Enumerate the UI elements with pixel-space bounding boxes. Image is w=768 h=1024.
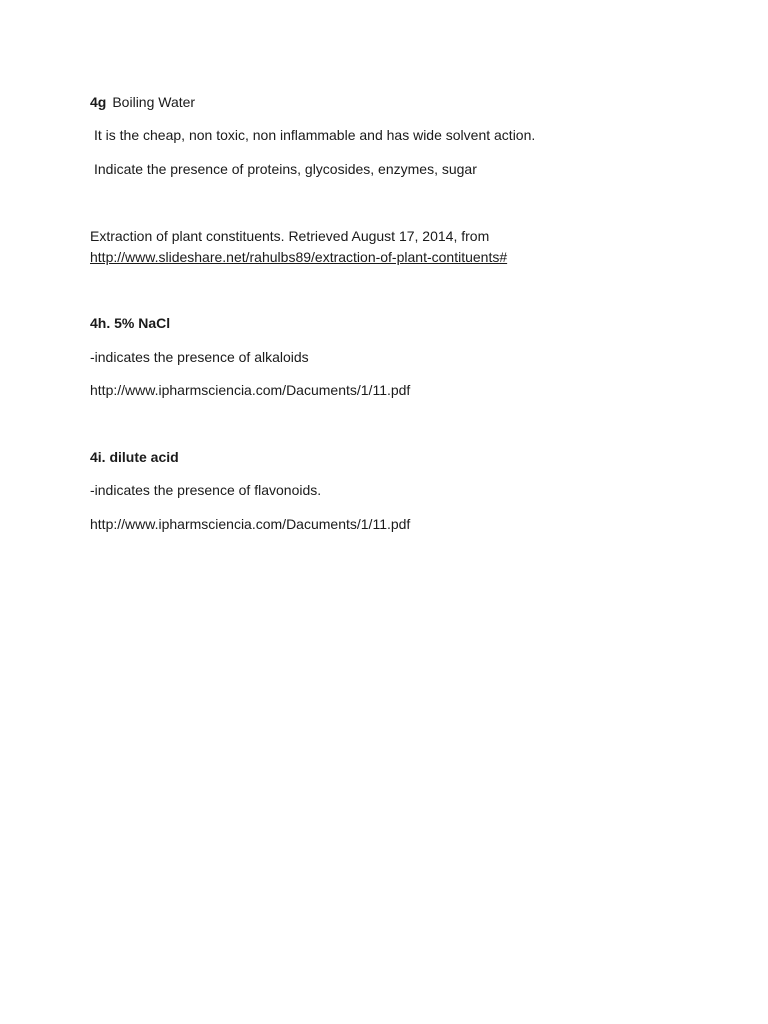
section-4i-line: -indicates the presence of flavonoids. xyxy=(90,482,322,498)
section-4g-line-2: Indicate the presence of proteins, glycosides, enzymes, sugar xyxy=(94,161,477,177)
section-4g-citation: Extraction of plant constituents. Retrieved August 17, 2014, from xyxy=(90,228,490,244)
section-4g-line-1: It is the cheap, non toxic, non inflammable and has wide solvent action. xyxy=(94,127,536,143)
section-4h-url: http://www.ipharmsciencia.com/Dacuments/1/11.pdf xyxy=(90,382,411,398)
section-4i-heading: 4i. dilute acid xyxy=(90,449,179,465)
section-4g-title: Boiling Water xyxy=(112,94,196,110)
section-4g-heading xyxy=(90,92,195,112)
section-4h-line: -indicates the presence of alkaloids xyxy=(90,349,309,365)
section-4h-heading: 4h. 5% NaCl xyxy=(90,315,171,331)
section-4g-number: 4g xyxy=(90,94,107,110)
section-4i-url: http://www.ipharmsciencia.com/Dacuments/1/11.pdf xyxy=(90,516,411,532)
section-4g-link[interactable]: http://www.slideshare.net/rahulbs89/extraction-of-plant-contituents# xyxy=(90,249,508,265)
